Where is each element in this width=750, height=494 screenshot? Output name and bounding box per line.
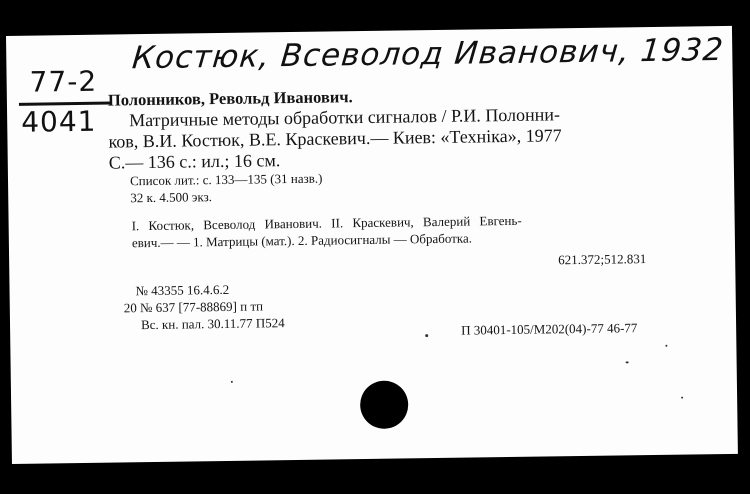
registration-number: № 43355 16.4.6.2 <box>135 281 230 299</box>
book-chamber-stamp: Вс. кн. пал. 30.11.77 П524 <box>140 315 285 333</box>
bibliography-note: Список лит.: с. 133—135 (31 назв.) <box>129 170 323 189</box>
card-punch-hole <box>360 380 409 429</box>
speck <box>665 345 667 347</box>
tracings-line-2: евич.— — 1. Матрицы (мат.). 2. Радиосигналы — Обработка. <box>131 230 473 251</box>
udc-number: 621.372;512.831 <box>558 251 647 268</box>
speck <box>681 397 683 399</box>
handwritten-call-number-bottom: 4041 <box>20 104 97 139</box>
print-code: П 30401-105/М202(04)-77 46-77 <box>461 320 638 338</box>
speck <box>231 381 233 383</box>
handwritten-call-number-top: 77-2 <box>29 64 98 99</box>
physical-description: С.— 136 с.: ил.; 16 см. <box>108 150 281 173</box>
handwritten-author: Костюк, Всеволод Иванович, 1932 <box>130 31 726 77</box>
speck <box>626 361 629 363</box>
speck <box>425 334 428 337</box>
tracings-line-1: I. Костюк, Всеволод Иванович. II. Краскевич, Валерий Евгень- <box>131 212 522 234</box>
title-line-2: ков, В.И. Костюк, В.Е. Краскевич.— Киев: «Техніка», 1977 <box>108 125 562 152</box>
catalog-card <box>6 26 738 464</box>
record-heading: Полонников, Револьд Иванович. <box>107 87 353 110</box>
price-run-note: 32 к. 4.500 экз. <box>130 189 213 206</box>
order-number: 20 № 637 [77-88869] п тп <box>123 298 264 316</box>
title-line-1: Матричные методы обработки сигналов / Р.И. Полонни- <box>129 104 561 131</box>
